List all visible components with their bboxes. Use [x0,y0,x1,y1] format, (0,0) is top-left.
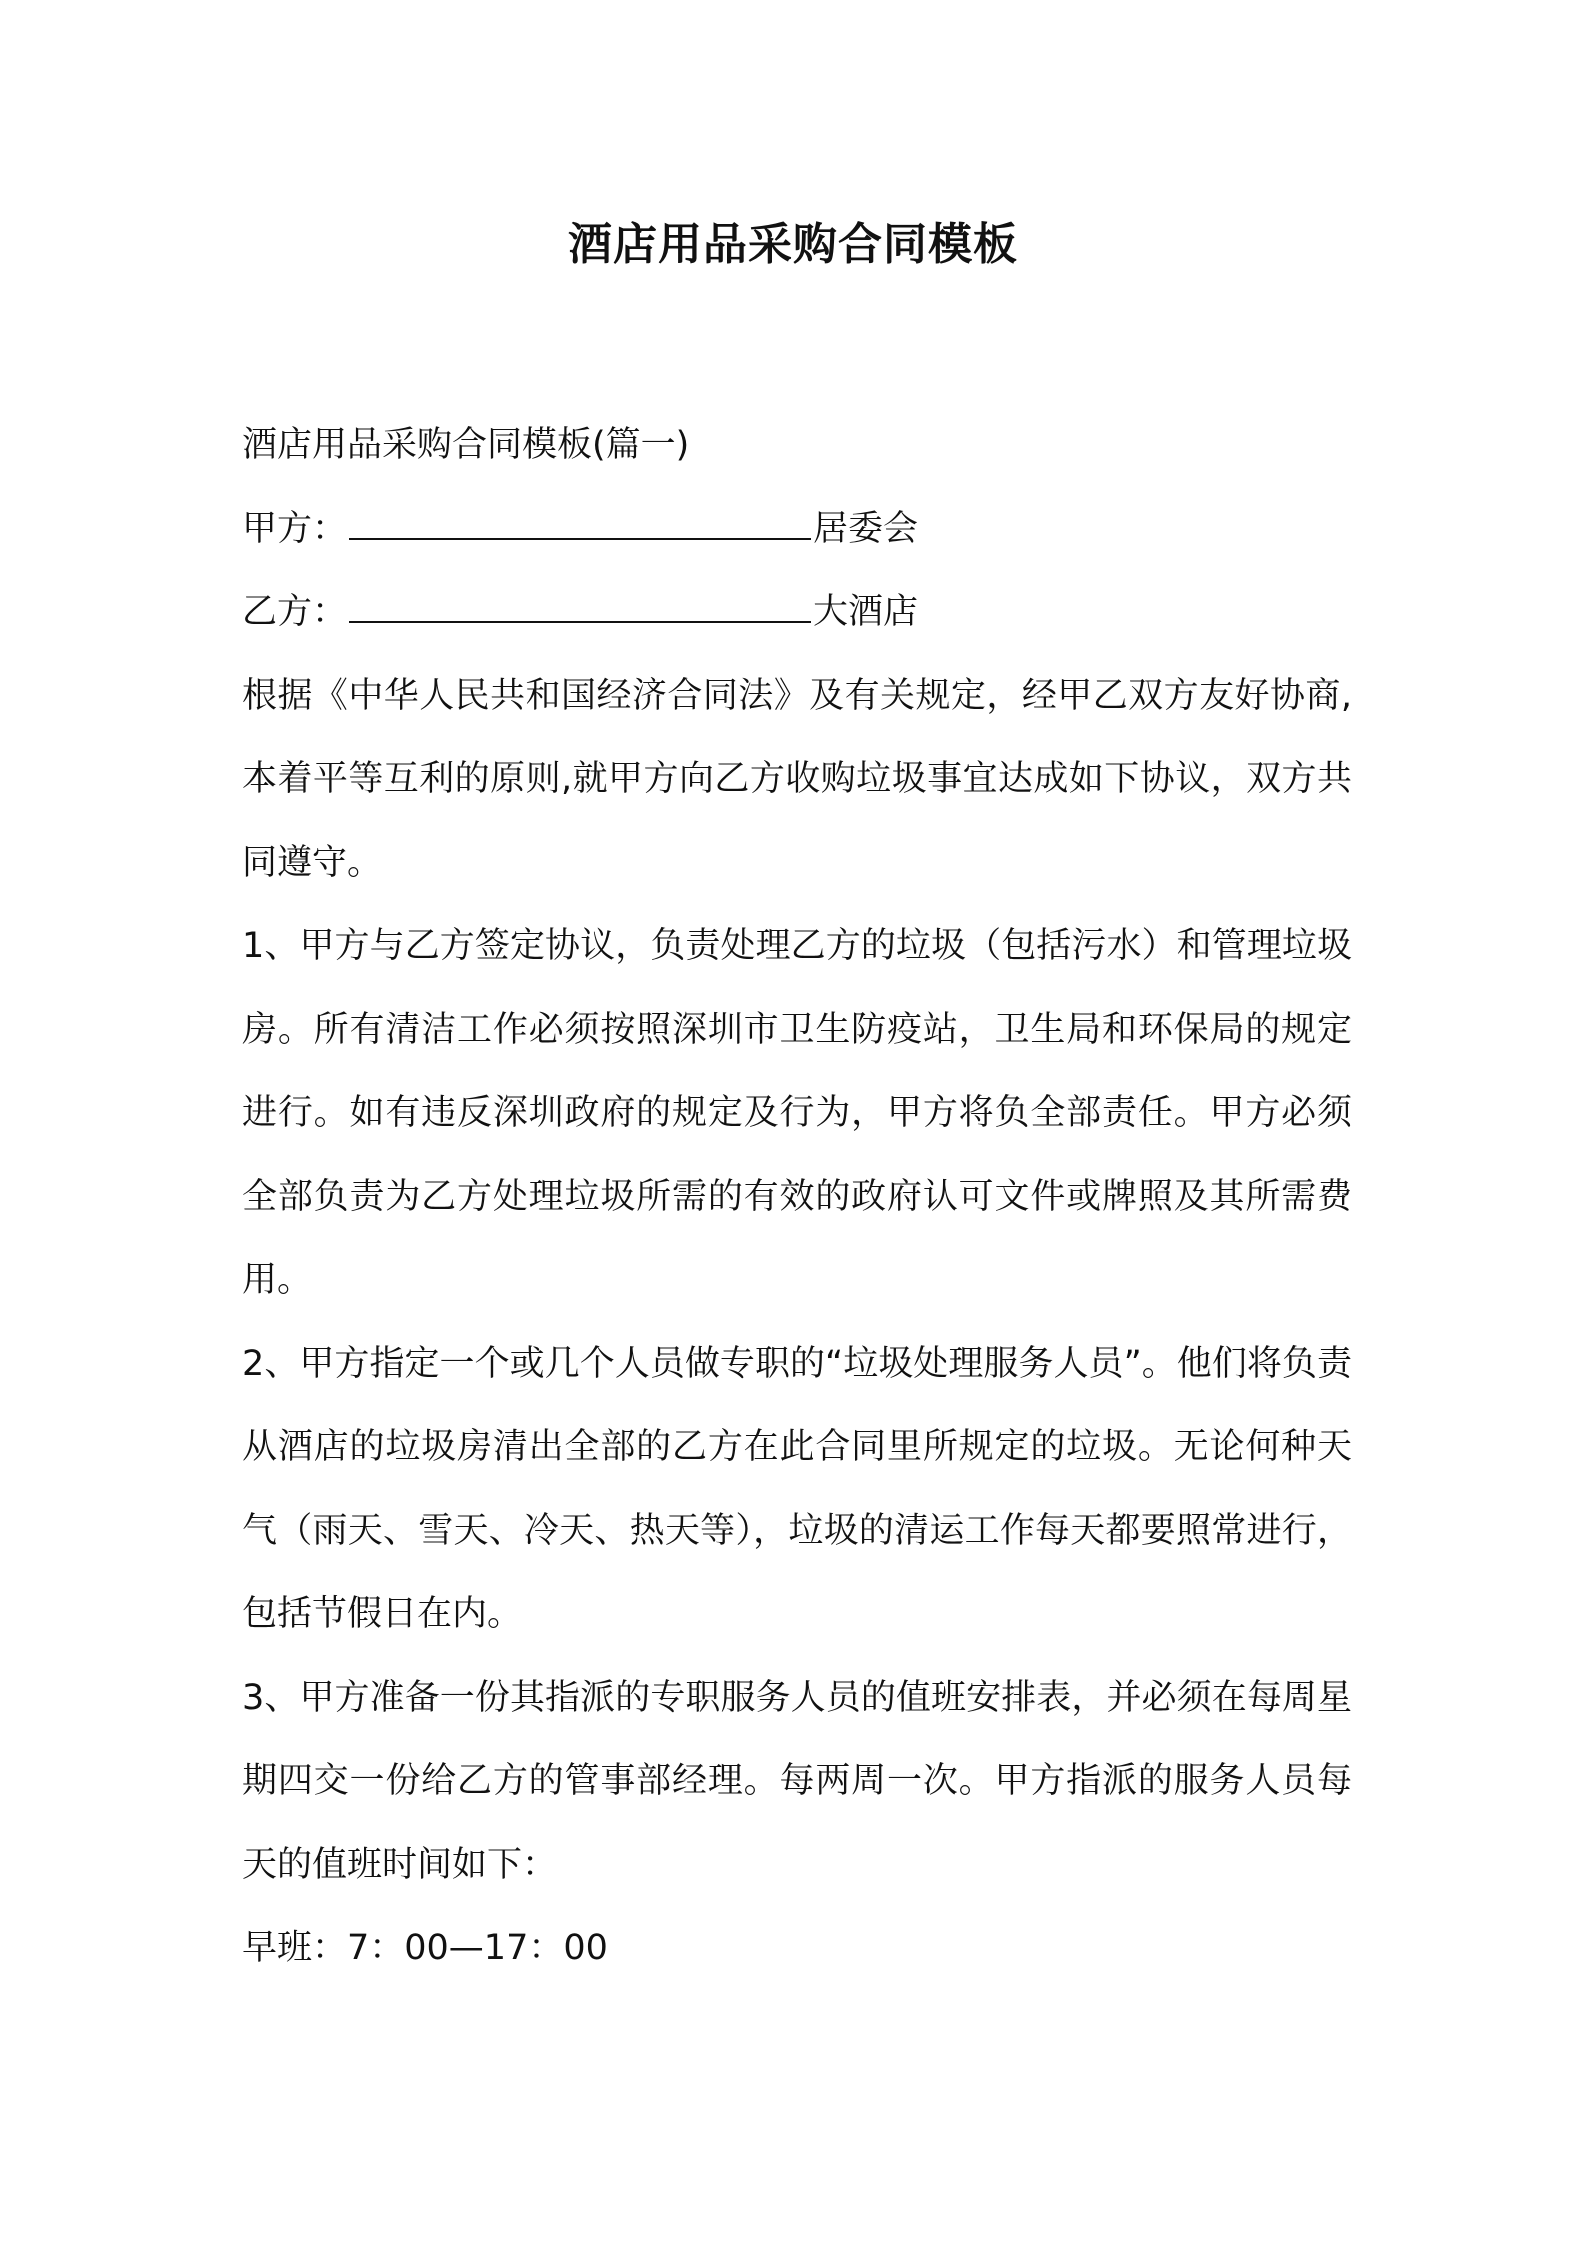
clause-3: 3、甲方准备一份其指派的专职服务人员的值班安排表，并必须在每周星期四交一份给乙方的管事部经理。每两周一次。甲方指派的服务人员每天的值班时间如下： [242,1677,1352,1885]
clause-2: 2、甲方指定一个或几个人员做专职的“垃圾处理服务人员”。他们将负责从酒店的垃圾房清出全部的乙方在此合同里所规定的垃圾。无论何种天气（雨天、雪天、冷天、热天等），垃圾的清运工作每天都要照常进行，包括节假日在内。 [242,1343,1352,1634]
party-b-blank [349,595,811,623]
clause-1: 1、甲方与乙方签定协议，负责处理乙方的垃圾（包括污水）和管理垃圾房。所有清洁工作必须按照深圳市卫生防疫站，卫生局和环保局的规定进行。如有违反深圳政府的规定及行为，甲方将负全部责任。甲方必须全部负责为乙方处理垃圾所需的有效的政府认可文件或牌照及其所需费用。 [242,926,1352,1300]
party-a-label: 甲方： [242,508,348,549]
document-subtitle: 酒店用品采购合同模板(篇一) [242,425,690,465]
preamble-paragraph: 根据《中华人民共和国经济合同法》及有关规定，经甲乙双方友好协商,本着平等互利的原则,就甲方向乙方收购垃圾事宜达成如下协议，双方共同遵守。 [242,675,1352,883]
document-body [242,404,1352,1991]
document-title: 酒店用品采购合同模板 [568,219,1018,270]
party-b-line [242,571,1352,655]
party-a-blank [349,512,811,540]
party-b-label: 乙方： [242,592,348,632]
party-a-suffix: 居委会 [813,508,919,549]
party-a-line [242,488,1352,572]
party-b-suffix: 大酒店 [813,592,919,632]
shift-line: 早班：7：00—17：00 [242,1928,608,1968]
